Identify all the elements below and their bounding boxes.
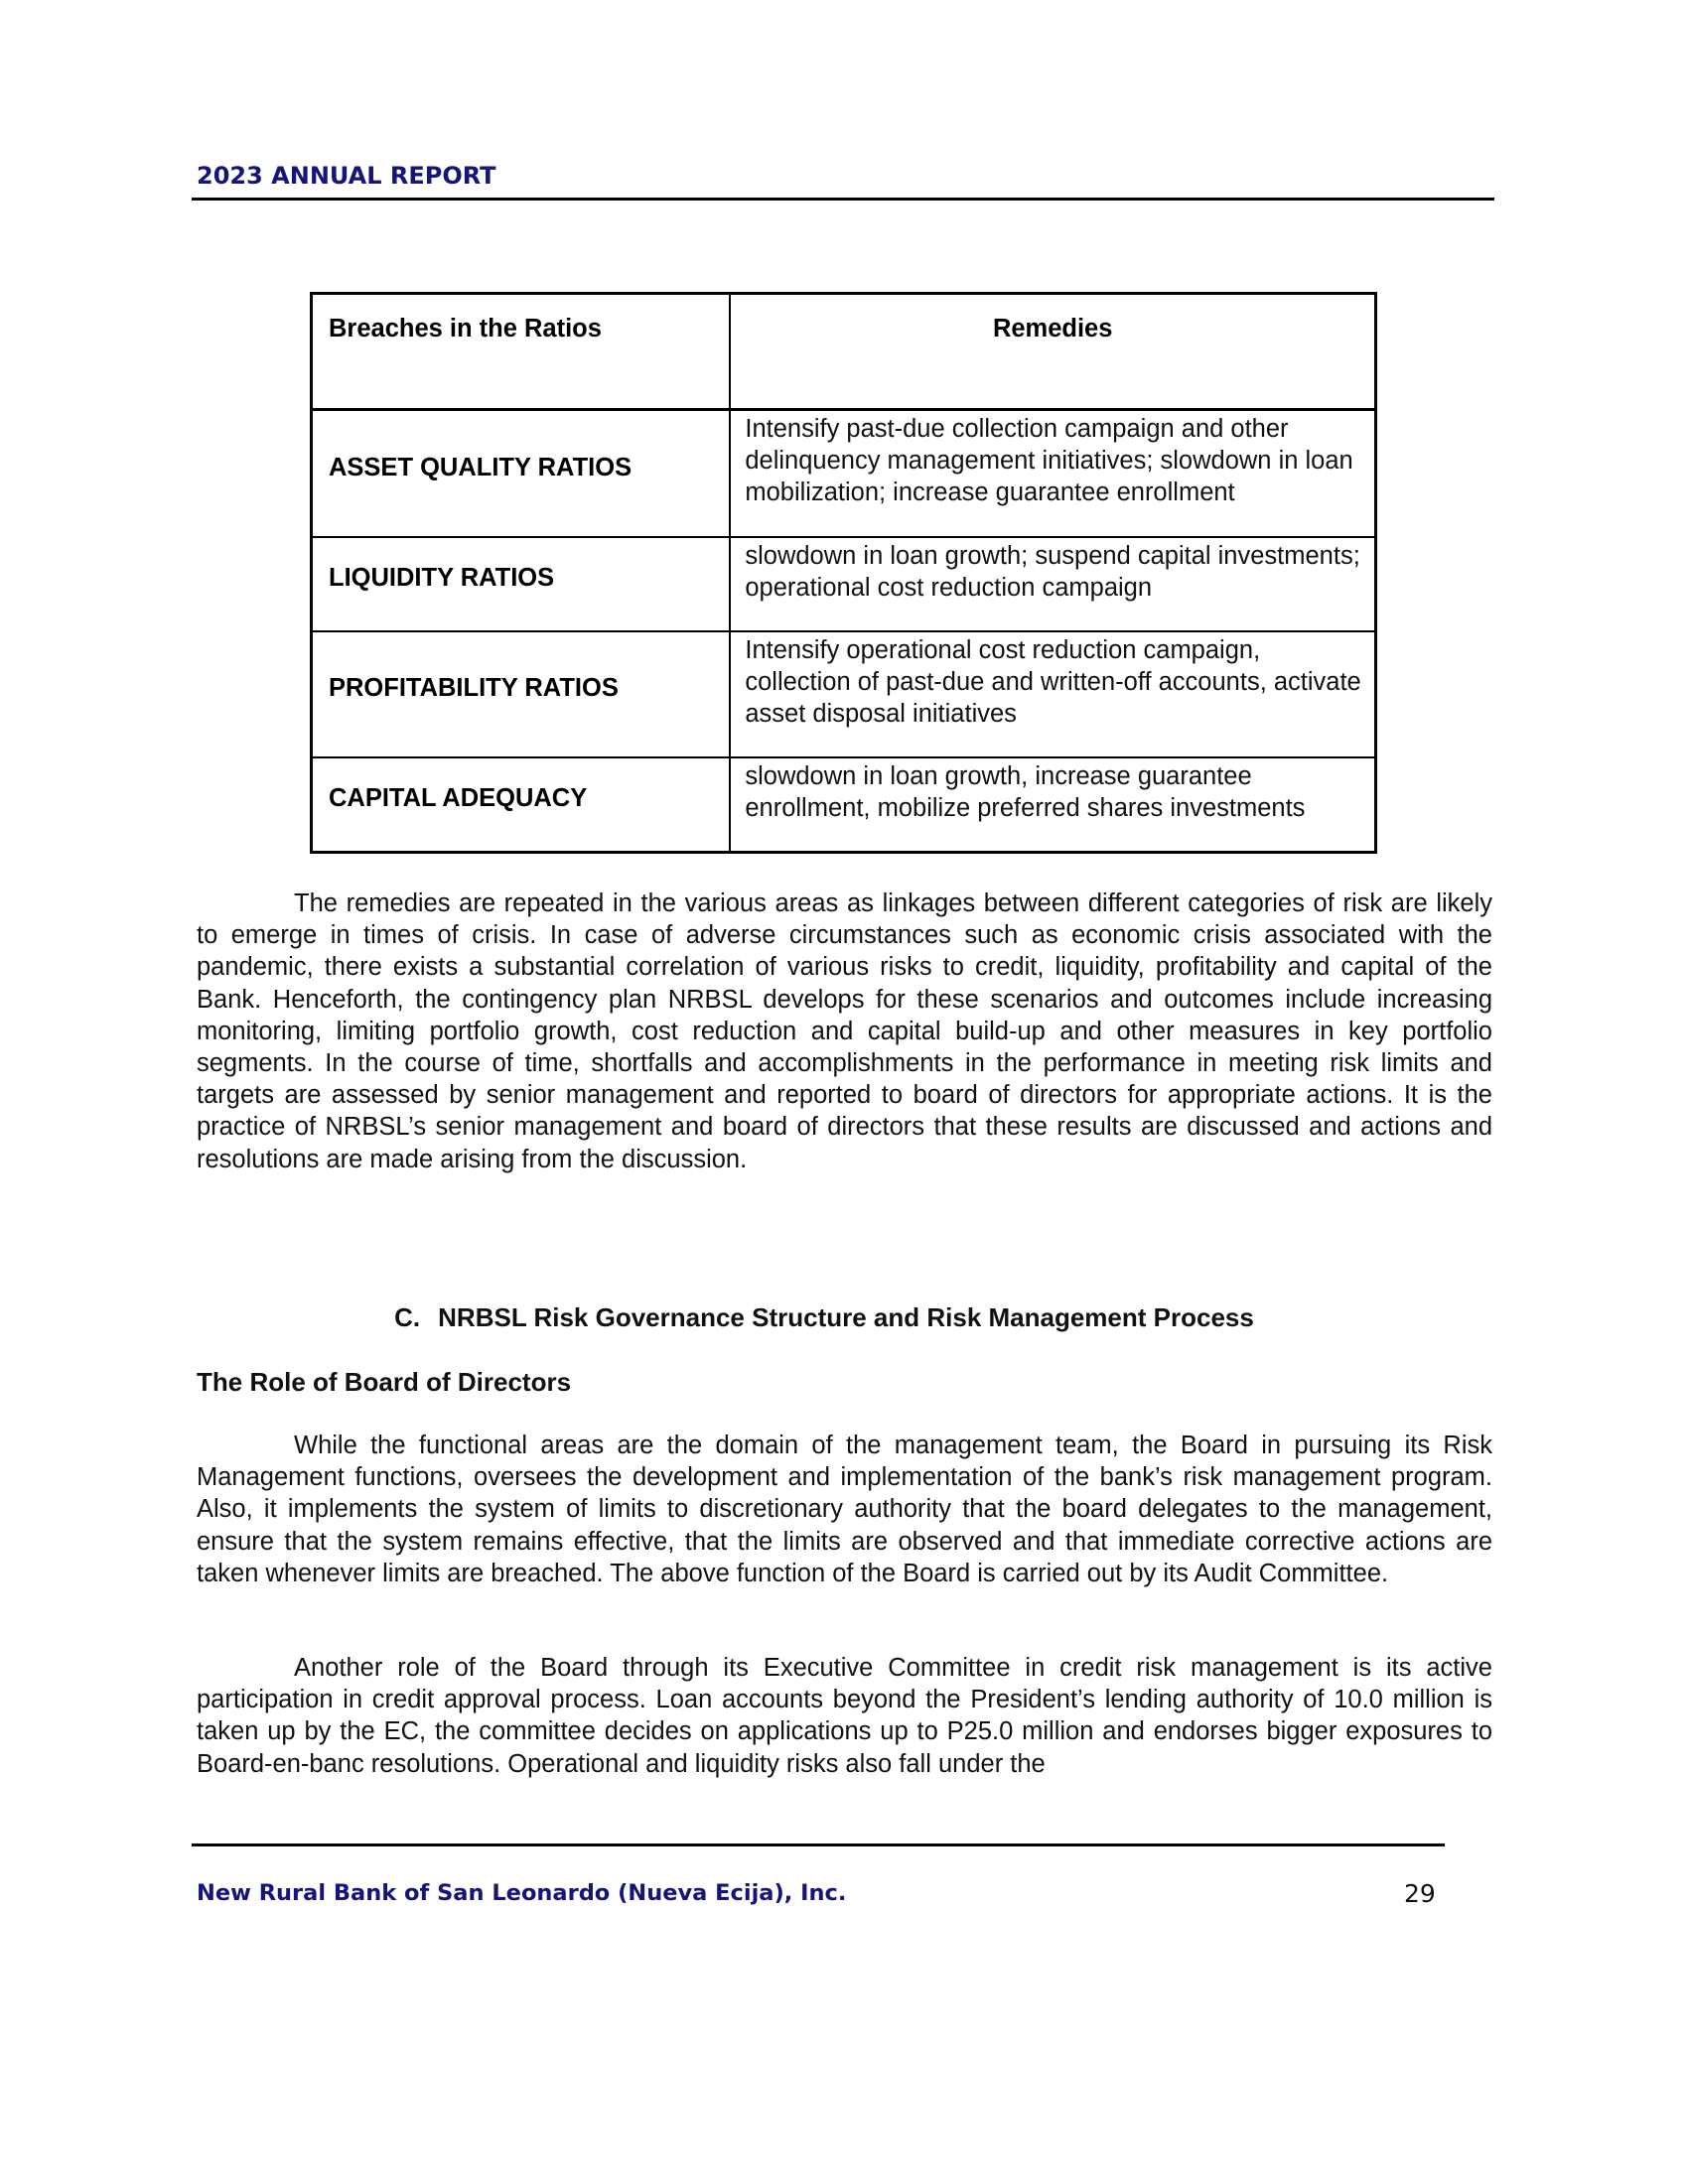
breach-cell xyxy=(312,757,731,853)
section-heading-text xyxy=(394,1302,1254,1332)
subheading-role-of-board: The Role of Board of Directors xyxy=(197,1367,572,1397)
table-row xyxy=(312,410,1376,538)
column-header-remedies: Remedies xyxy=(730,294,1375,410)
breach-cell xyxy=(312,410,731,538)
breach-label: LIQUIDITY RATIOS xyxy=(329,564,555,592)
paragraph-executive-committee: Another role of the Board through its Executive Committee in credit risk management is its active participation in credit approval process. Loan accounts beyond the President’s lending authority of 10.0 million is taken up by the EC, the committee decides on applications up to P25.0 million and endorses bigger exposures to Board-en-banc resolutions. Operational and liquidity risks also fall under the xyxy=(197,1654,1492,1778)
table-row xyxy=(312,631,1376,757)
remedy-cell: Intensify past-due collection campaign and other delinquency management initiatives; slowdown in loan mobilization; increase guarantee enrollment xyxy=(730,410,1375,538)
page-number: 29 xyxy=(1404,1879,1436,1908)
footer-divider xyxy=(192,1843,1445,1846)
paragraph-board-role: While the functional areas are the domain of the management team, the Board in pursuing its Risk Management functions, oversees the development and implementation of the bank’s risk management program. Also, it implements the system of limits to discretionary authority that the board delegates to the management, ensure that the system remains effective, that the limits are observed and that immediate corrective actions are taken whenever limits are breached. The above function of the Board is carried out by its Audit Committee. xyxy=(197,1432,1492,1587)
table-row xyxy=(312,537,1376,631)
report-title-header: 2023 ANNUAL REPORT xyxy=(197,162,496,190)
breach-cell xyxy=(312,631,731,757)
remedy-cell: slowdown in loan growth; suspend capital investments; operational cost reduction campaign xyxy=(730,537,1375,631)
breach-cell xyxy=(312,537,731,631)
breaches-remedies-table xyxy=(310,292,1377,854)
footer-organization-name: New Rural Bank of San Leonardo (Nueva Ecija), Inc. xyxy=(197,1880,847,1906)
table-row xyxy=(312,757,1376,853)
breach-label: CAPITAL ADEQUACY xyxy=(329,784,588,812)
breach-label: PROFITABILITY RATIOS xyxy=(329,674,619,702)
section-letter: C. xyxy=(394,1302,421,1332)
section-heading xyxy=(0,1302,1688,1333)
remedy-cell: Intensify operational cost reduction campaign, collection of past-due and written-off accounts, activate asset disposal initiatives xyxy=(730,631,1375,757)
paragraph-remedies-linkage: The remedies are repeated in the various areas as linkages between different categories of risk are likely to emerge in times of crisis. In case of adverse circumstances such as economic crisis associated with the pandemic, there exists a substantial correlation of various risks to credit, liquidity, profitability and capital of the Bank. Henceforth, the contingency plan NRBSL develops for these scenarios and outcomes include increasing monitoring, limiting portfolio growth, cost reduction and capital build-up and other measures in key portfolio segments. In the course of time, shortfalls and accomplishments in the performance in meeting risk limits and targets are assessed by senior management and reported to board of directors for appropriate actions. It is the practice of NRBSL’s senior management and board of directors that these results are discussed and actions and resolutions are made arising from the discussion. xyxy=(197,889,1492,1173)
section-title: NRBSL Risk Governance Structure and Risk Management Process xyxy=(438,1302,1254,1332)
breach-label: ASSET QUALITY RATIOS xyxy=(329,453,633,481)
header-divider xyxy=(192,198,1494,201)
column-header-breaches: Breaches in the Ratios xyxy=(312,294,731,410)
table-header-row xyxy=(312,294,1376,410)
remedy-cell: slowdown in loan growth, increase guarantee enrollment, mobilize preferred shares investments xyxy=(730,757,1375,853)
